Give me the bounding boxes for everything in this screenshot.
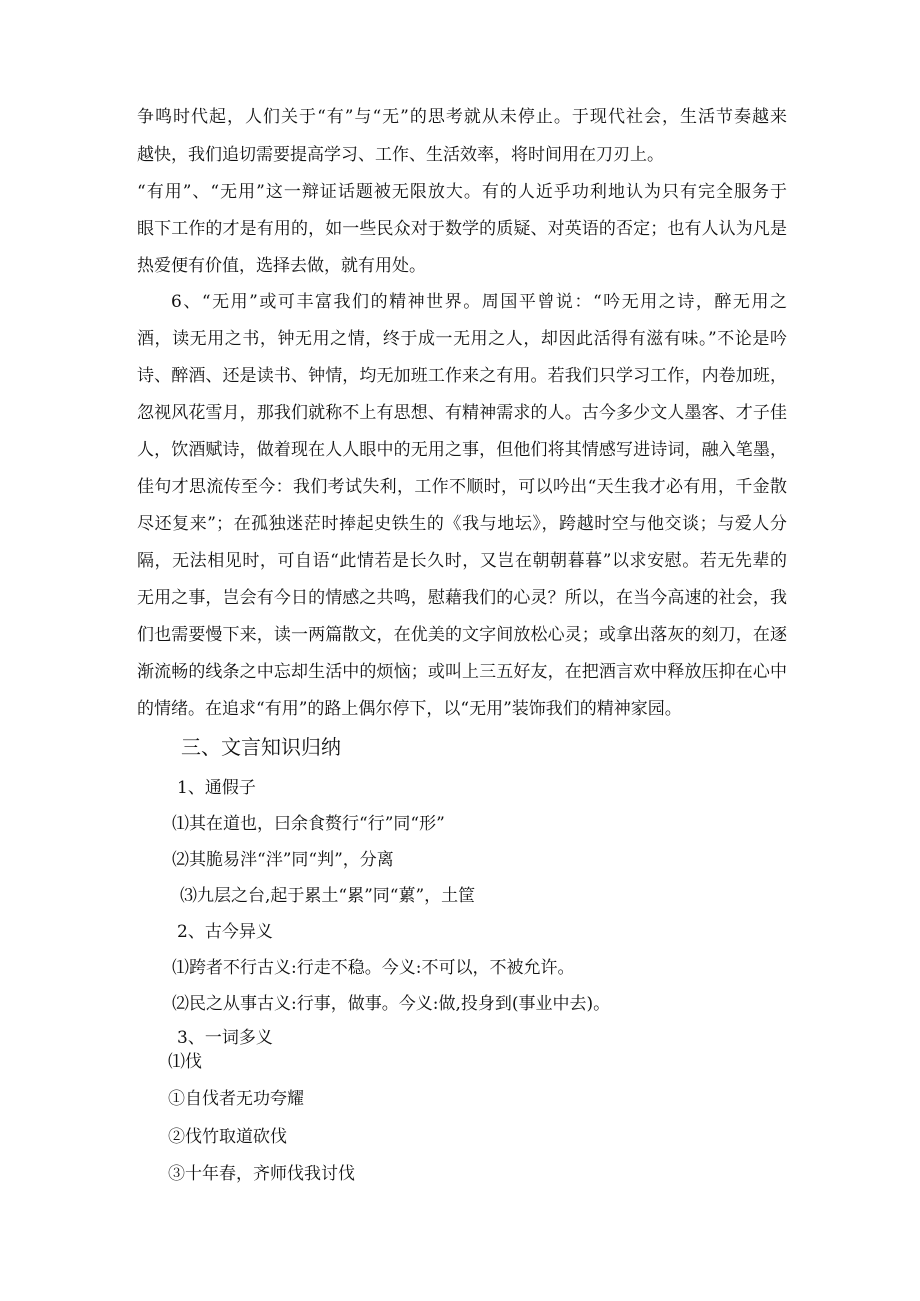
yici-item-2: ②伐竹取道砍伐: [168, 1127, 287, 1147]
section-heading: 三、文言知识归纳: [181, 735, 341, 759]
tongjiazi-title: 1、通假子: [177, 778, 256, 798]
gujin-item-1: ⑴跨者不行古义:行走不稳。今义:不可以，不被允许。: [172, 958, 575, 978]
paragraph-3-line-10: 们也需要慢下来，读一两篇散文，在优美的文字间放松心灵；或拿出落灰的刻刀，在逐: [137, 625, 787, 645]
paragraph-1-line-2: 越快，我们追切需要提高学习、工作、生活效率，将时间用在刀刃上。: [137, 145, 664, 165]
paragraph-3-line-7: 尽还复来”；在孤独迷茫时捧起史铁生的《我与地坛》，跨越时空与他交谈；与爱人分: [137, 514, 787, 534]
paragraph-2-line-2: 眼下工作的才是有用的，如一些民众对于数学的质疑、对英语的否定；也有人认为凡是: [137, 219, 787, 239]
gujin-item-2: ⑵民之从事古义:行事，做事。今义:做,投身到(事业中去)。: [172, 994, 611, 1014]
paragraph-3-line-4: 忽视风花雪月，那我们就称不上有思想、有精神需求的人。古今多少文人墨客、才子佳: [137, 403, 787, 423]
paragraph-3-line-2: 酒，读无用之书，钟无用之情，终于成一无用之人，却因此活得有滋有味。”不论是吟: [137, 329, 787, 349]
yici-title: 3、一词多义: [177, 1028, 273, 1048]
paragraph-2-line-3: 热爱便有价值，选择去做，就有用处。: [137, 256, 426, 276]
paragraph-3-line-12: 的情绪。在追求“有用”的路上偶尔停下，以“无用”装饰我们的精神家园。: [137, 699, 682, 719]
paragraph-2-line-1: “有用”、“无用”这一辩证话题被无限放大。有的人近乎功利地认为只有完全服务于: [137, 182, 787, 202]
paragraph-3-line-6: 佳句才思流传至今：我们考试失利，工作不顺时，可以吟出“天生我才必有用，千金散: [137, 477, 787, 497]
yici-item-1: ①自伐者无功夸耀: [168, 1089, 304, 1109]
paragraph-3-line-8: 隔，无法相见时，可自语“此情若是长久时，又岂在朝朝暮暮”以求安慰。若无先辈的: [137, 551, 787, 571]
paragraph-3-line-3: 诗、醉酒、还是读书、钟情，均无加班工作来之有用。若我们只学习工作，内卷加班，: [137, 366, 787, 386]
paragraph-3-line-1: 6、“无用”或可丰富我们的精神世界。周国平曾说：“吟无用之诗，醉无用之: [171, 292, 787, 312]
tongjiazi-item-1: ⑴其在道也，曰余食赘行“行”同“形”: [172, 814, 445, 834]
tongjiazi-item-2: ⑵其脆易泮“泮”同“判”，分离: [172, 850, 394, 870]
yici-item-3: ③十年春，齐师伐我讨伐: [168, 1164, 355, 1184]
paragraph-1-line-1: 争鸣时代起，人们关于“有”与“无”的思考就从未停止。于现代社会，生活节奏越来: [137, 107, 787, 127]
yici-word: ⑴伐: [168, 1052, 202, 1072]
paragraph-3-line-11: 渐流畅的线条之中忘却生活中的烦恼；或叫上三五好友，在把酒言欢中释放压抑在心中: [137, 662, 787, 682]
tongjiazi-item-3: ⑶九层之台,起于累土“累”同“蔂”，土筐: [180, 886, 476, 906]
paragraph-3-line-9: 无用之事，岂会有今日的情感之共鸣，慰藉我们的心灵？所以，在当今高速的社会，我: [137, 588, 787, 608]
paragraph-3-line-5: 人，饮酒赋诗，做着现在人人眼中的无用之事，但他们将其情感写进诗词，融入笔墨，: [137, 440, 787, 460]
gujin-title: 2、古今异义: [177, 922, 273, 942]
